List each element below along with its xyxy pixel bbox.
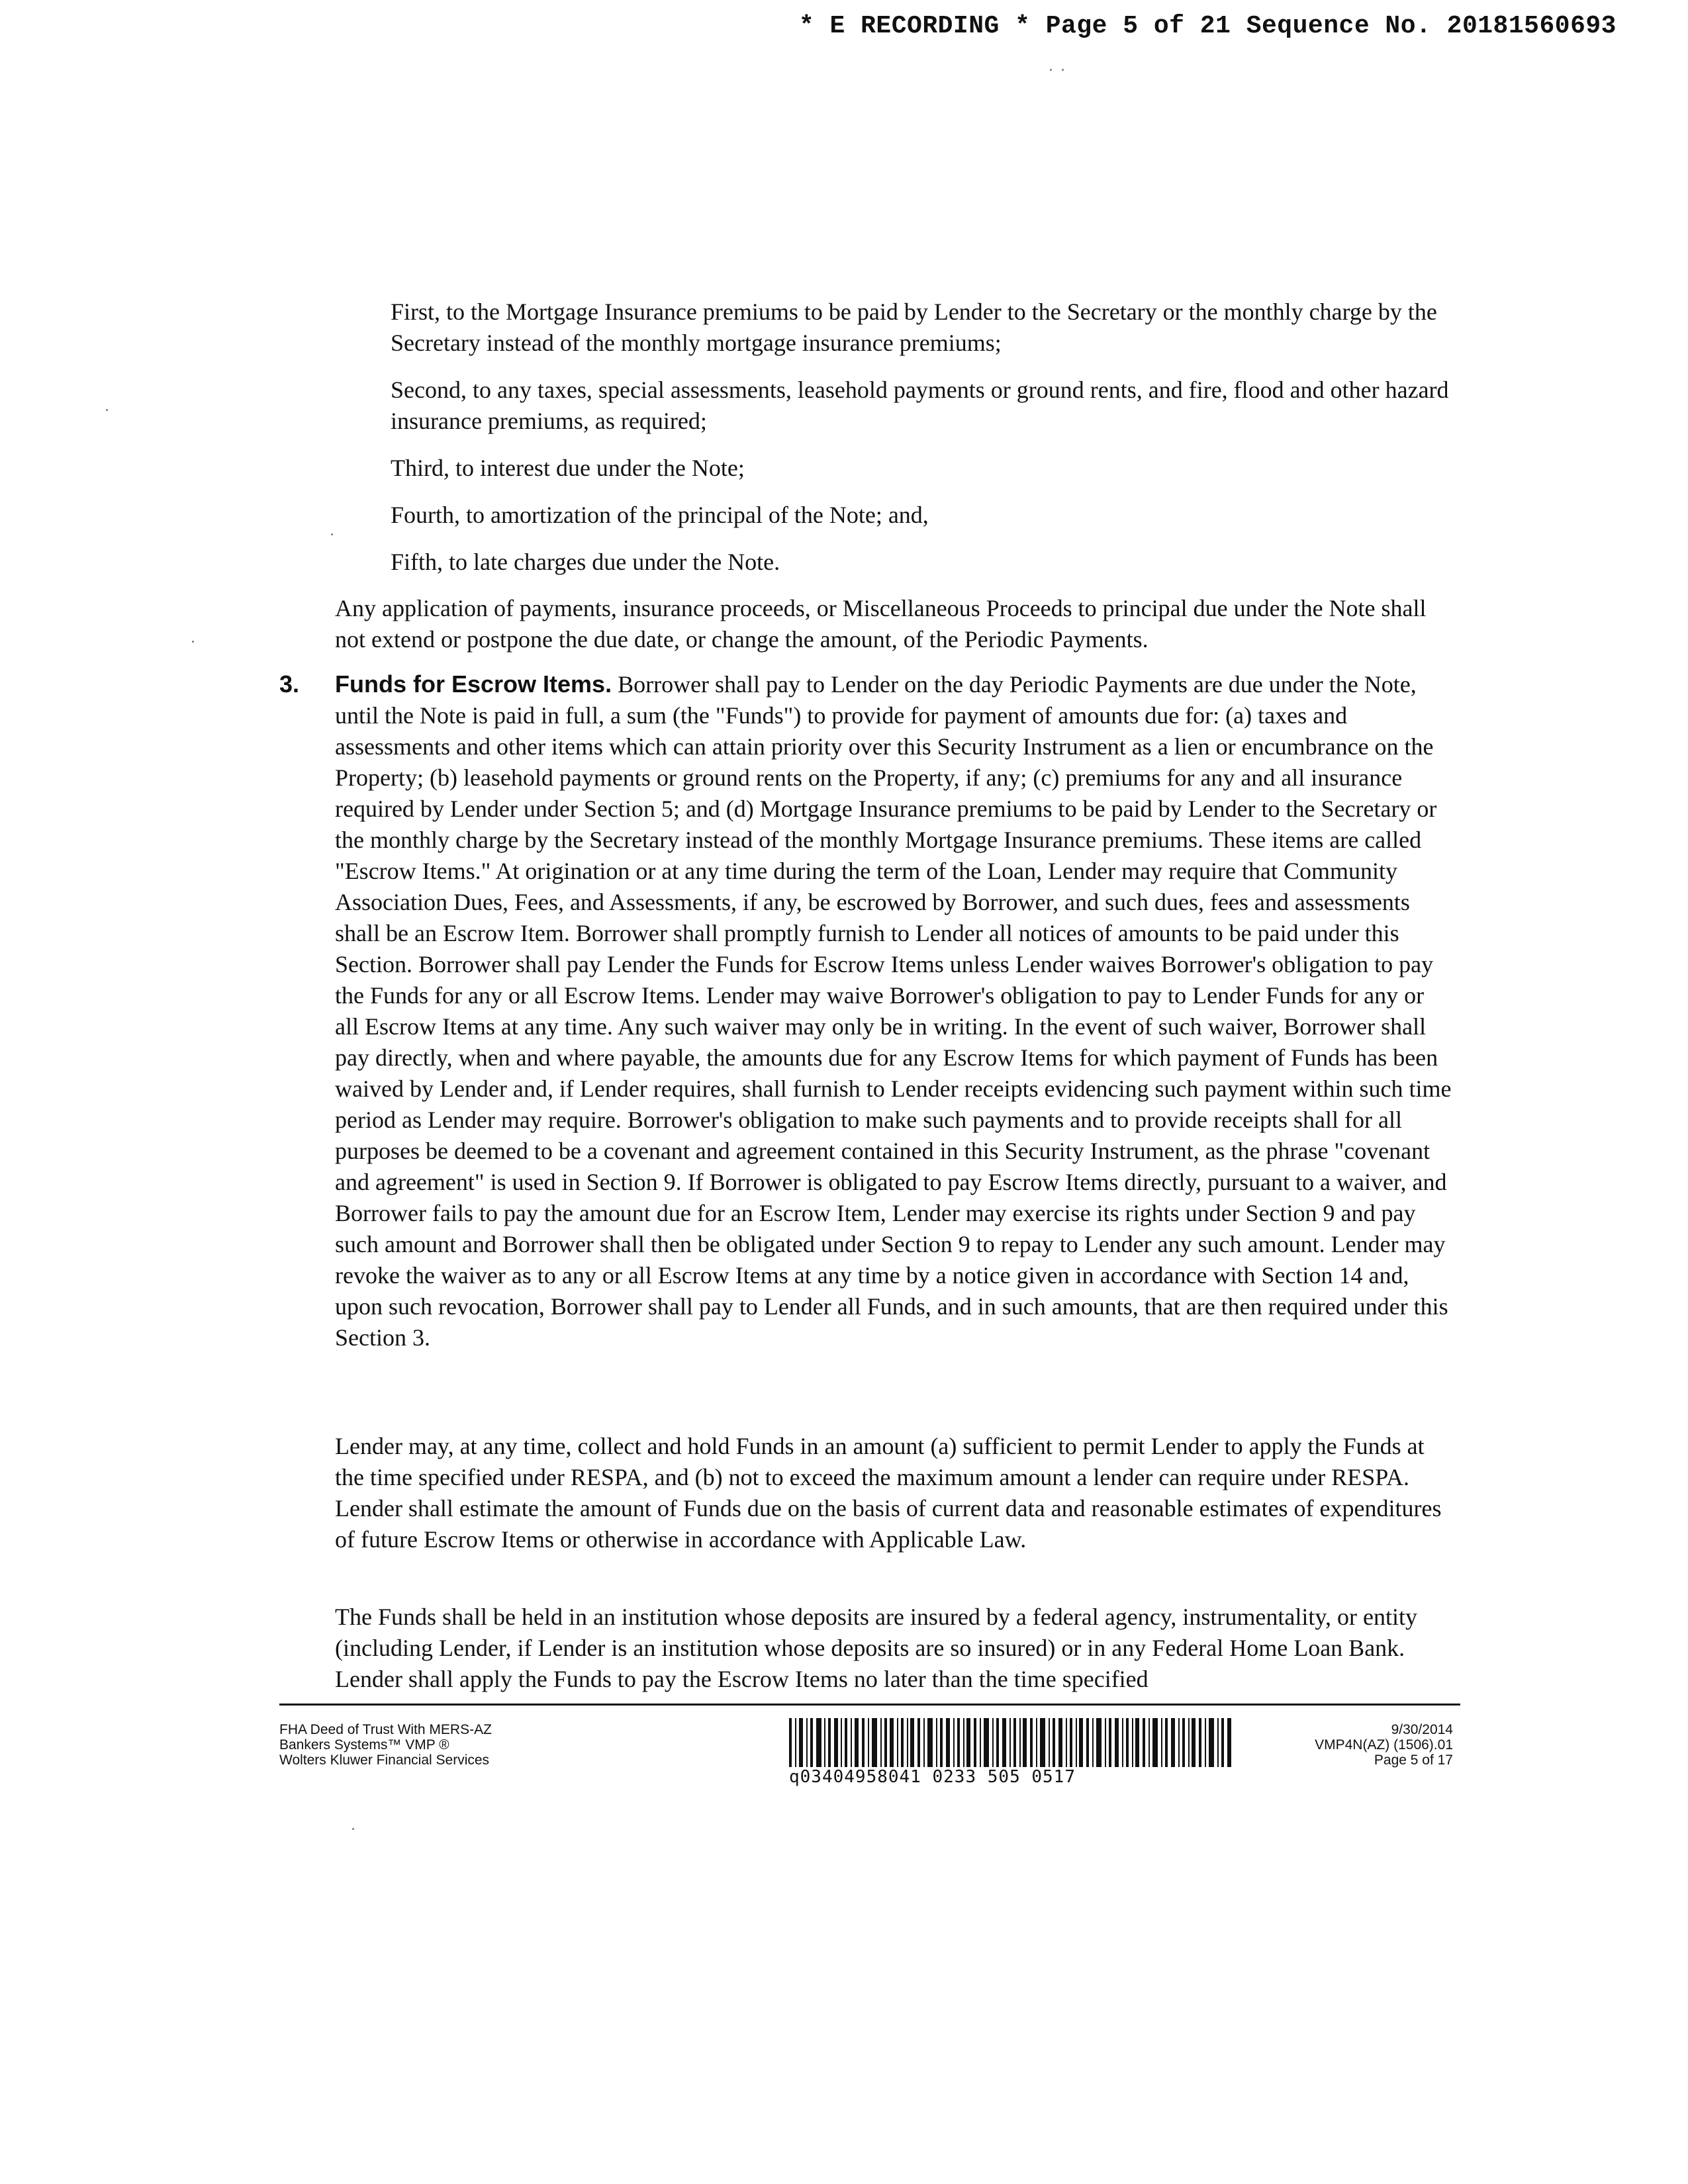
application-item-fifth: Fifth, to late charges due under the Note. <box>391 549 780 575</box>
footer-company: Wolters Kluwer Financial Services <box>279 1752 490 1768</box>
footer-form-code <box>1315 1722 1453 1768</box>
section-body: Borrower shall pay to Lender on the day Periodic Payments are due under the Note, until the Note is paid in full, a sum (the "Funds") to provide for payment of amounts due for: (a) taxes and assessments and other items which can attain priority over this Security Instrument as a lien or encumbrance on the Property; (b) leasehold payments or ground rents on the Property, if any; (c) premiums for any and all insurance required by Lender under Section 5; and (d) Mortgage Insurance premiums to be paid by Lender to the Secretary or the monthly charge by the Secretary instead of the monthly Mortgage Insurance premiums. These items are called "Escrow Items." At origination or at any time during the term of the Loan, Lender may require that Community Association Dues, Fees, and Assessments, if any, be escrowed by Borrower, and such dues, fees and assessments shall be an Escrow Item. Borrower shall promptly furnish to Lender all notices of amounts to be paid under this Section. Borrower shall pay Lender the Funds for Escrow Items unless Lender waives Borrower's obligation to pay the Funds for any or all Escrow Items. Lender may waive Borrower's obligation to pay to Lender Funds for any or all Escrow Items at any time. Any such waiver may only be in writing. In the event of such waiver, Borrower shall pay directly, when and where payable, the amounts due for any Escrow Items for which payment of Funds has been waived by Lender and, if Lender requires, shall furnish to Lender receipts evidencing such payment within such time period as Lender may require. Borrower's obligation to make such payments and to provide receipts shall for all purposes be deemed to be a covenant and agreement contained in this Security Instrument, as the phrase "covenant and agreement" is used in Section 9. If Borrower is obligated to pay Escrow Items directly, pursuant to a waiver, and Borrower fails to pay the amount due for an Escrow Item, Lender may exercise its rights under Section 9 and pay such amount and Borrower shall then be obligated under Section 9 to repay to Lender any such amount. Lender may revoke the waiver as to any or all Escrow Items at any time by a notice given in accordance with Section 14 and, upon such revocation, Borrower shall pay to Lender all Funds, and in such amounts, that are then required under this Section 3. <box>335 671 1452 1351</box>
scan-speck <box>352 1828 354 1830</box>
scan-speck <box>192 641 194 643</box>
section-number: 3. <box>279 670 300 698</box>
barcode-number: q03404958041 0233 505 0517 <box>789 1767 1076 1787</box>
footer-publisher: Bankers Systems™ VMP ® <box>279 1737 449 1752</box>
recording-header: * E RECORDING * Page 5 of 21 Sequence No. 20181560693 <box>798 12 1617 40</box>
application-item-first: First, to the Mortgage Insurance premiums to be paid by Lender to the Secretary or the monthly charge by the Secretary instead of the monthly mortgage insurance premiums; <box>391 298 1437 356</box>
application-item-fourth: Fourth, to amortization of the principal of the Note; and, <box>391 502 929 528</box>
application-item-third: Third, to interest due under the Note; <box>391 455 745 481</box>
section-3-paragraph <box>335 668 1454 1353</box>
footer-form-info <box>279 1722 492 1768</box>
paragraph-funds-held: The Funds shall be held in an institution whose deposits are insured by a federal agency, instrumentality, or entity (including Lender, if Lender is an institution whose deposits are so insured) or in any Federal Home Loan Bank. Lender shall apply the Funds to pay the Escrow Items no later than the time specified <box>335 1604 1417 1692</box>
paragraph-collect-funds: Lender may, at any time, collect and hold Funds in an amount (a) sufficient to permit Lender to apply the Funds at the time specified under RESPA, and (b) not to exceed the maximum amount a lender can require under RESPA. Lender shall estimate the amount of Funds due on the basis of current data and reasonable estimates of expenditures of future Escrow Items or otherwise in accordance with Applicable Law. <box>335 1433 1442 1553</box>
application-item-second: Second, to any taxes, special assessments, leasehold payments or ground rents, and fire, flood and other hazard insurance premiums, as required; <box>391 377 1449 434</box>
footer-form-title: FHA Deed of Trust With MERS-AZ <box>279 1722 492 1737</box>
scan-speck <box>1050 69 1052 71</box>
scan-speck <box>331 533 333 535</box>
section-title: Funds for Escrow Items. <box>335 670 612 698</box>
paragraph-application-of-proceeds: Any application of payments, insurance proceeds, or Miscellaneous Proceeds to principal due under the Note shall not extend or postpone the due date, or change the amount, of the Periodic Payments. <box>335 595 1427 653</box>
footer-form-number: VMP4N(AZ) (1506).01 <box>1315 1737 1453 1752</box>
scan-speck <box>106 409 108 411</box>
footer-page-number: Page 5 of 17 <box>1374 1752 1453 1768</box>
footer-divider <box>279 1704 1460 1706</box>
scan-speck <box>1062 69 1064 71</box>
footer-date: 9/30/2014 <box>1391 1722 1453 1737</box>
barcode-icon <box>789 1718 1233 1767</box>
